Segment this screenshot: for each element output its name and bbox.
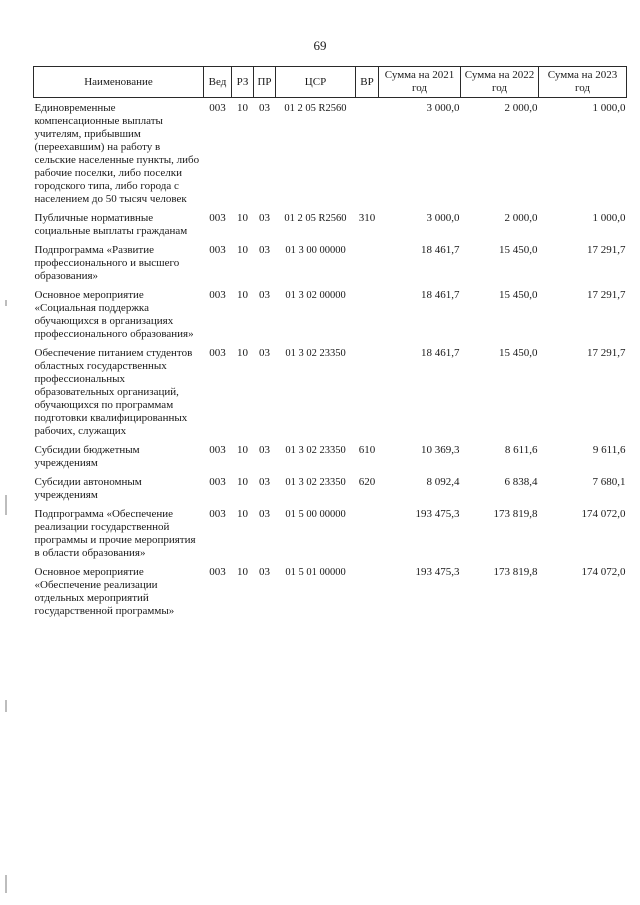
row-sum-2021: 10 369,3 — [421, 444, 460, 456]
header-csr: ЦСР — [276, 67, 356, 98]
row-name: Обеспечение питанием студентов областных государственных профессиональных образовательных организаций, обучающихся по программам подготовки квалифицированных рабочих, служащих — [34, 347, 193, 437]
row-rz: 10 — [237, 244, 248, 256]
row-vr — [356, 244, 379, 289]
row-sum-2022: 15 450,0 — [499, 289, 538, 301]
scan-margin-mark — [5, 300, 7, 306]
scan-margin-mark — [5, 700, 7, 712]
header-rz: РЗ — [232, 67, 254, 98]
row-ved: 003 — [209, 444, 226, 456]
row-sum-2023: 174 072,0 — [581, 508, 626, 520]
row-rz: 10 — [237, 476, 248, 488]
row-sum-2023: 17 291,7 — [587, 347, 626, 359]
row-pr: 03 — [259, 289, 270, 301]
row-ved: 003 — [209, 476, 226, 488]
row-vr — [356, 98, 379, 213]
header-sum-2022: Сумма на 2022 год — [461, 67, 539, 98]
row-sum-2022: 15 450,0 — [499, 347, 538, 359]
row-sum-2023: 7 680,1 — [592, 476, 626, 488]
row-csr: 01 2 05 R2560 — [284, 103, 347, 114]
row-rz: 10 — [237, 347, 248, 359]
table-row — [34, 444, 627, 476]
row-sum-2022: 15 450,0 — [499, 244, 538, 256]
row-sum-2023: 17 291,7 — [587, 289, 626, 301]
row-ved: 003 — [209, 347, 226, 359]
header-ved: Вед — [204, 67, 232, 98]
table-row — [34, 476, 627, 508]
row-pr: 03 — [259, 476, 270, 488]
row-name: Подпрограмма «Развитие профессионального и высшего образования» — [34, 244, 180, 282]
row-sum-2021: 3 000,0 — [426, 212, 460, 224]
row-sum-2021: 18 461,7 — [421, 289, 460, 301]
row-sum-2022: 8 611,6 — [504, 444, 538, 456]
row-vr — [356, 289, 379, 347]
row-rz: 10 — [237, 289, 248, 301]
row-name: Публичные нормативные социальные выплаты гражданам — [34, 212, 188, 237]
row-vr: 620 — [358, 476, 376, 488]
row-name: Основное мероприятие «Социальная поддержка обучающихся в организациях профессионального образования» — [34, 289, 194, 340]
row-sum-2021: 18 461,7 — [421, 347, 460, 359]
budget-table — [33, 66, 627, 624]
row-csr: 01 3 02 23350 — [285, 445, 346, 456]
row-name: Основное мероприятие «Обеспечение реализации отдельных мероприятий государственной программы» — [34, 566, 175, 617]
row-vr: 310 — [358, 212, 376, 224]
table-row — [34, 212, 627, 244]
row-sum-2022: 173 819,8 — [493, 566, 538, 578]
table-header — [34, 67, 627, 98]
row-pr: 03 — [259, 566, 270, 578]
row-ved: 003 — [209, 244, 226, 256]
row-vr: 610 — [358, 444, 376, 456]
row-sum-2023: 9 611,6 — [592, 444, 626, 456]
header-sum-2023: Сумма на 2023 год — [539, 67, 627, 98]
header-name: Наименование — [34, 67, 204, 98]
row-pr: 03 — [259, 212, 270, 224]
row-csr: 01 3 02 23350 — [285, 348, 346, 359]
row-sum-2023: 1 000,0 — [592, 212, 626, 224]
scan-margin-mark — [5, 495, 7, 515]
row-csr: 01 5 01 00000 — [285, 567, 346, 578]
row-name: Субсидии бюджетным учреждениям — [34, 444, 140, 469]
row-csr: 01 3 00 00000 — [285, 245, 346, 256]
row-sum-2023: 17 291,7 — [587, 244, 626, 256]
table-row — [34, 98, 627, 213]
row-sum-2021: 8 092,4 — [426, 476, 460, 488]
row-name: Субсидии автономным учреждениям — [34, 476, 142, 501]
table-row — [34, 347, 627, 444]
row-sum-2021: 193 475,3 — [415, 508, 460, 520]
row-sum-2023: 174 072,0 — [581, 566, 626, 578]
table-row — [34, 289, 627, 347]
row-sum-2022: 173 819,8 — [493, 508, 538, 520]
row-pr: 03 — [259, 444, 270, 456]
row-vr — [356, 566, 379, 624]
row-pr: 03 — [259, 508, 270, 520]
row-rz: 10 — [237, 212, 248, 224]
row-ved: 003 — [209, 508, 226, 520]
row-rz: 10 — [237, 102, 248, 114]
row-sum-2022: 2 000,0 — [504, 102, 538, 114]
row-sum-2021: 18 461,7 — [421, 244, 460, 256]
row-sum-2023: 1 000,0 — [592, 102, 626, 114]
row-pr: 03 — [259, 347, 270, 359]
row-pr: 03 — [259, 102, 270, 114]
row-rz: 10 — [237, 566, 248, 578]
row-name: Подпрограмма «Обеспечение реализации государственной программы и прочие мероприятия в области образования» — [34, 508, 196, 559]
row-rz: 10 — [237, 444, 248, 456]
row-pr: 03 — [259, 244, 270, 256]
row-csr: 01 5 00 00000 — [285, 509, 346, 520]
row-ved: 003 — [209, 566, 226, 578]
row-csr: 01 3 02 00000 — [285, 290, 346, 301]
row-vr — [356, 508, 379, 566]
row-sum-2021: 3 000,0 — [426, 102, 460, 114]
row-sum-2022: 6 838,4 — [504, 476, 538, 488]
row-ved: 003 — [209, 102, 226, 114]
row-rz: 10 — [237, 508, 248, 520]
header-sum-2021: Сумма на 2021 год — [379, 67, 461, 98]
row-sum-2022: 2 000,0 — [504, 212, 538, 224]
page-number: 69 — [313, 38, 327, 53]
row-sum-2021: 193 475,3 — [415, 566, 460, 578]
row-vr — [356, 347, 379, 444]
table-row — [34, 566, 627, 624]
scan-margin-mark — [5, 875, 7, 893]
row-csr: 01 2 05 R2560 — [284, 213, 347, 224]
header-vr: ВР — [356, 67, 379, 98]
row-ved: 003 — [209, 212, 226, 224]
table-row — [34, 508, 627, 566]
row-name: Единовременные компенсационные выплаты учителям, прибывшим (переехавшим) на работу в сельские населенные пункты, либо рабочие поселки, либо поселки городского типа, либо города с населением до 50 тысяч человек — [34, 102, 200, 205]
table-body — [34, 98, 627, 625]
row-ved: 003 — [209, 289, 226, 301]
table-row — [34, 244, 627, 289]
row-csr: 01 3 02 23350 — [285, 477, 346, 488]
header-pr: ПР — [254, 67, 276, 98]
